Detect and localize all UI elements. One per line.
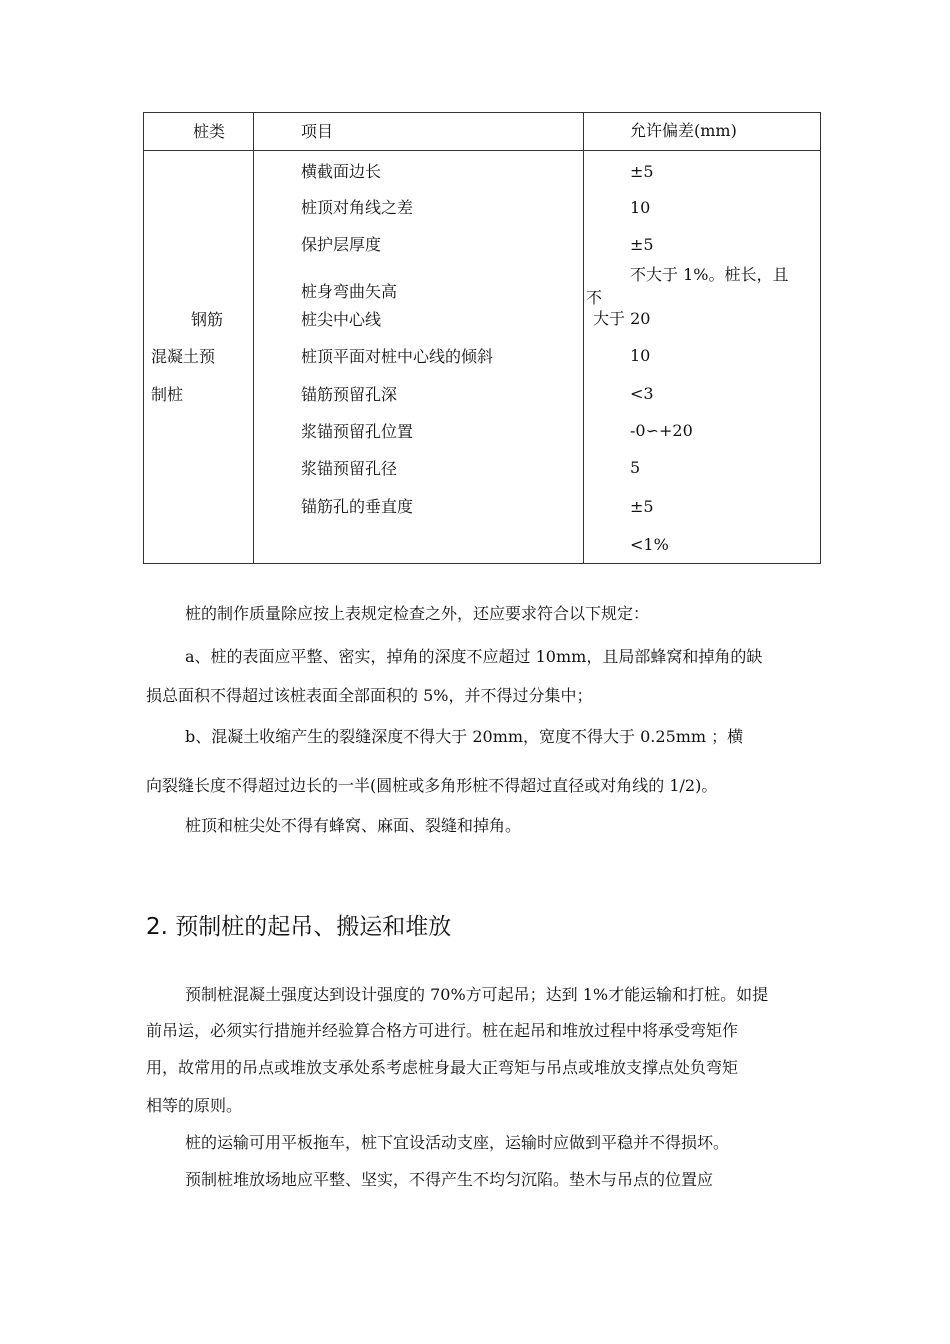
table-header-item: 项目: [301, 122, 334, 141]
table-tolerance: ±5: [630, 235, 654, 254]
table-item: 锚筋预留孔深: [301, 385, 398, 404]
table-tolerance: 10: [630, 198, 651, 217]
paragraph-line: 桩的制作质量除应按上表规定检查之外，还应要求符合以下规定：: [185, 604, 650, 623]
table-item: 桩顶平面对桩中心线的倾斜: [301, 347, 494, 366]
table-item: 锚筋孔的垂直度: [301, 497, 414, 516]
table-tolerance: 大于 20: [593, 309, 651, 328]
paragraph-line: 损总面积不得超过该桩表面全部面积的 5%，并不得过分集中；: [146, 686, 593, 705]
section-paragraph-line: 桩的运输可用平板拖车，桩下宜设活动支座，运输时应做到平稳并不得损坏。: [185, 1133, 730, 1152]
table-tolerance: 不: [586, 288, 603, 307]
table-tolerance: <1%: [630, 535, 669, 554]
table-item: 桩尖中心线: [301, 310, 382, 329]
table-tolerance: ±5: [630, 162, 654, 181]
table-tolerance: 不大于 1%。桩长，且: [630, 265, 789, 284]
paragraph-line: a、桩的表面应平整、密实，掉角的深度不应超过 10mm，且局部蜂窝和掉角的缺: [185, 647, 763, 666]
section-heading: 2. 预制桩的起吊、搬运和堆放: [146, 914, 452, 940]
table-item: 桩顶对角线之差: [301, 198, 414, 217]
paragraph-line: 向裂缝长度不得超过边长的一半(圆桩或多角形桩不得超过直径或对角线的 1/2)。: [146, 776, 718, 795]
section-paragraph-line: 预制桩堆放场地应平整、坚实，不得产生不均匀沉陷。垫木与吊点的位置应: [185, 1170, 714, 1189]
tolerance-table: [143, 112, 821, 564]
table-header-tolerance: 允许偏差(mm): [630, 121, 737, 140]
table-item: 横截面边长: [301, 162, 382, 181]
pile-type-line: 制桩: [151, 385, 184, 404]
section-paragraph-line: 用，故常用的吊点或堆放支承处系考虑桩身最大正弯矩与吊点或堆放支撑点处负弯矩: [146, 1058, 739, 1077]
section-paragraph-line: 预制桩混凝土强度达到设计强度的 70%方可起吊；达到 1%才能运输和打桩。如提: [185, 985, 769, 1004]
table-tolerance: 5: [630, 458, 641, 477]
table-item: 浆锚预留孔径: [301, 459, 398, 478]
pile-type-line: 钢筋: [191, 310, 224, 329]
paragraph-line: b、混凝土收缩产生的裂缝深度不得大于 20mm，宽度不得大于 0.25mm ；横: [185, 727, 744, 746]
table-item: 保护层厚度: [301, 235, 382, 254]
table-column-divider: [253, 112, 254, 564]
table-tolerance: ±5: [630, 497, 654, 516]
table-tolerance: -0∽+20: [630, 421, 693, 440]
table-column-divider: [583, 112, 584, 564]
table-item: 浆锚预留孔位置: [301, 422, 414, 441]
table-header-divider: [143, 150, 821, 151]
section-paragraph-line: 前吊运，必须实行措施并经验算合格方可进行。桩在起吊和堆放过程中将承受弯矩作: [146, 1021, 739, 1040]
table-item: 桩身弯曲矢高: [301, 282, 398, 301]
table-border: [143, 112, 821, 564]
section-paragraph-line: 相等的原则。: [146, 1096, 243, 1115]
pile-type-line: 混凝土预: [151, 347, 216, 366]
table-header-pile-type: 桩类: [193, 122, 226, 141]
paragraph-line: 桩顶和桩尖处不得有蜂窝、麻面、裂缝和掉角。: [185, 816, 522, 835]
table-tolerance: <3: [630, 384, 654, 403]
table-tolerance: 10: [630, 346, 651, 365]
